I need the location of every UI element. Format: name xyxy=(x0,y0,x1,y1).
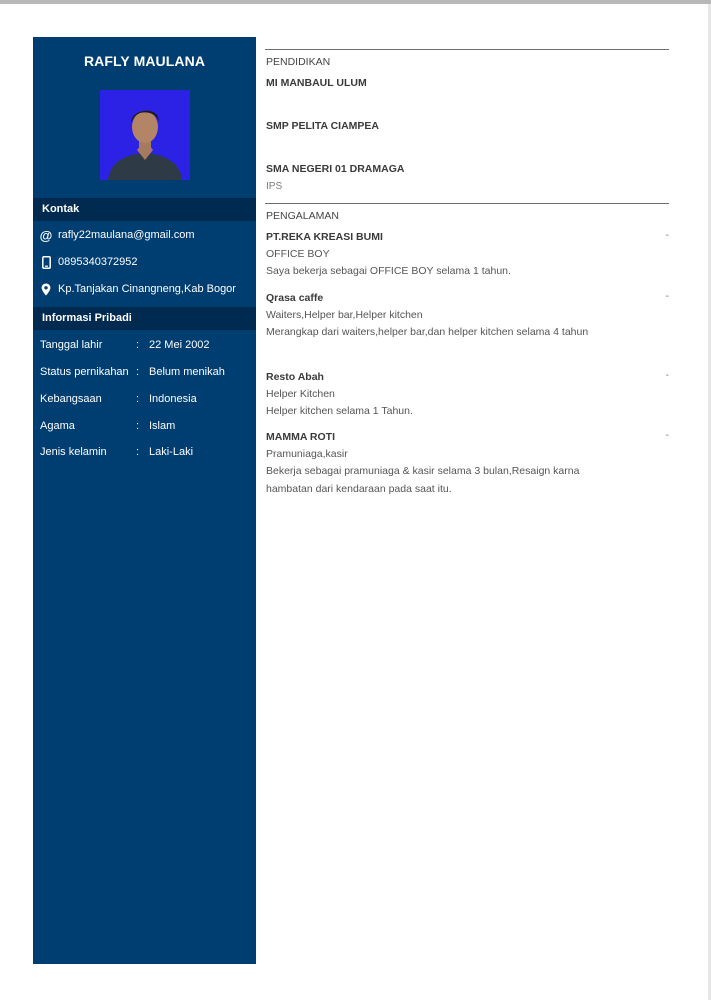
experience-item xyxy=(266,291,669,341)
job-role: Waiters,Helper bar,Helper kitchen xyxy=(266,309,423,321)
cv-sidebar xyxy=(33,37,256,964)
personal-label: Status pernikahan xyxy=(40,366,129,378)
section-divider xyxy=(265,203,669,204)
personal-value: Belum menikah xyxy=(149,366,225,378)
personal-value: Indonesia xyxy=(149,393,197,405)
personal-label: Kebangsaan xyxy=(40,393,102,405)
contact-phone-row[interactable] xyxy=(39,255,138,269)
separator: : xyxy=(136,393,140,405)
separator: : xyxy=(136,446,140,458)
job-description: Helper kitchen selama 1 Tahun. xyxy=(266,405,413,417)
profile-name: RAFLY MAULANA xyxy=(83,53,206,69)
contact-address: Kp.Tanjakan Cinangneng,Kab Bogor xyxy=(58,283,236,295)
separator: : xyxy=(136,339,140,351)
job-description: Saya bekerja sebagai OFFICE BOY selama 1 tahun. xyxy=(266,265,511,277)
personal-label: Agama xyxy=(40,420,75,432)
personal-title: Informasi Pribadi xyxy=(42,312,132,324)
job-description: Merangkap dari waiters,helper bar,dan helper kitchen selama 4 tahun xyxy=(266,326,589,338)
job-period: - xyxy=(665,430,669,441)
job-company: PT.REKA KREASI BUMI xyxy=(266,231,383,243)
personal-value: Islam xyxy=(149,420,176,432)
job-role: OFFICE BOY xyxy=(266,248,330,260)
job-role: Pramuniaga,kasir xyxy=(266,448,348,460)
personal-value: 22 Mei 2002 xyxy=(149,339,210,351)
contact-email-row[interactable] xyxy=(39,228,195,242)
at-icon: @ xyxy=(39,227,53,243)
personal-value: Laki-Laki xyxy=(149,446,194,458)
location-pin-icon xyxy=(39,282,53,296)
personal-header xyxy=(33,307,256,330)
education-school: MI MANBAUL ULUM xyxy=(266,77,367,89)
profile-photo xyxy=(100,90,190,180)
education-major: IPS xyxy=(266,181,283,192)
education-title: PENDIDIKAN xyxy=(266,56,331,68)
job-period: - xyxy=(665,291,669,302)
personal-label: Jenis kelamin xyxy=(40,446,107,458)
phone-icon xyxy=(39,255,53,269)
job-period: - xyxy=(665,230,669,241)
job-company: Resto Abah xyxy=(266,371,324,383)
education-school: SMP PELITA CIAMPEA xyxy=(266,120,379,132)
experience-item xyxy=(266,370,669,420)
section-divider xyxy=(265,49,669,50)
job-description: Bekerja sebagai pramuniaga & kasir selama 3 bulan,Resaign karna hambatan dari kendaraan pada saat itu. xyxy=(266,465,580,495)
experience-item xyxy=(266,230,669,280)
separator: : xyxy=(136,366,140,378)
contact-title: Kontak xyxy=(42,203,80,215)
contact-email[interactable]: rafly22maulana@gmail.com xyxy=(58,229,195,241)
job-company: Qrasa caffe xyxy=(266,292,324,304)
education-school: SMA NEGERI 01 DRAMAGA xyxy=(266,163,405,175)
experience-item xyxy=(266,430,669,498)
viewer-top-bar xyxy=(0,0,711,4)
personal-label: Tanggal lahir xyxy=(40,339,103,351)
contact-address-row xyxy=(39,282,236,296)
job-company: MAMMA ROTI xyxy=(266,431,336,443)
contact-phone[interactable]: 0895340372952 xyxy=(58,256,138,268)
contact-header xyxy=(33,198,256,221)
experience-title: PENGALAMAN xyxy=(266,210,339,222)
job-role: Helper Kitchen xyxy=(266,388,335,400)
job-period: - xyxy=(665,370,669,381)
separator: : xyxy=(136,420,140,432)
